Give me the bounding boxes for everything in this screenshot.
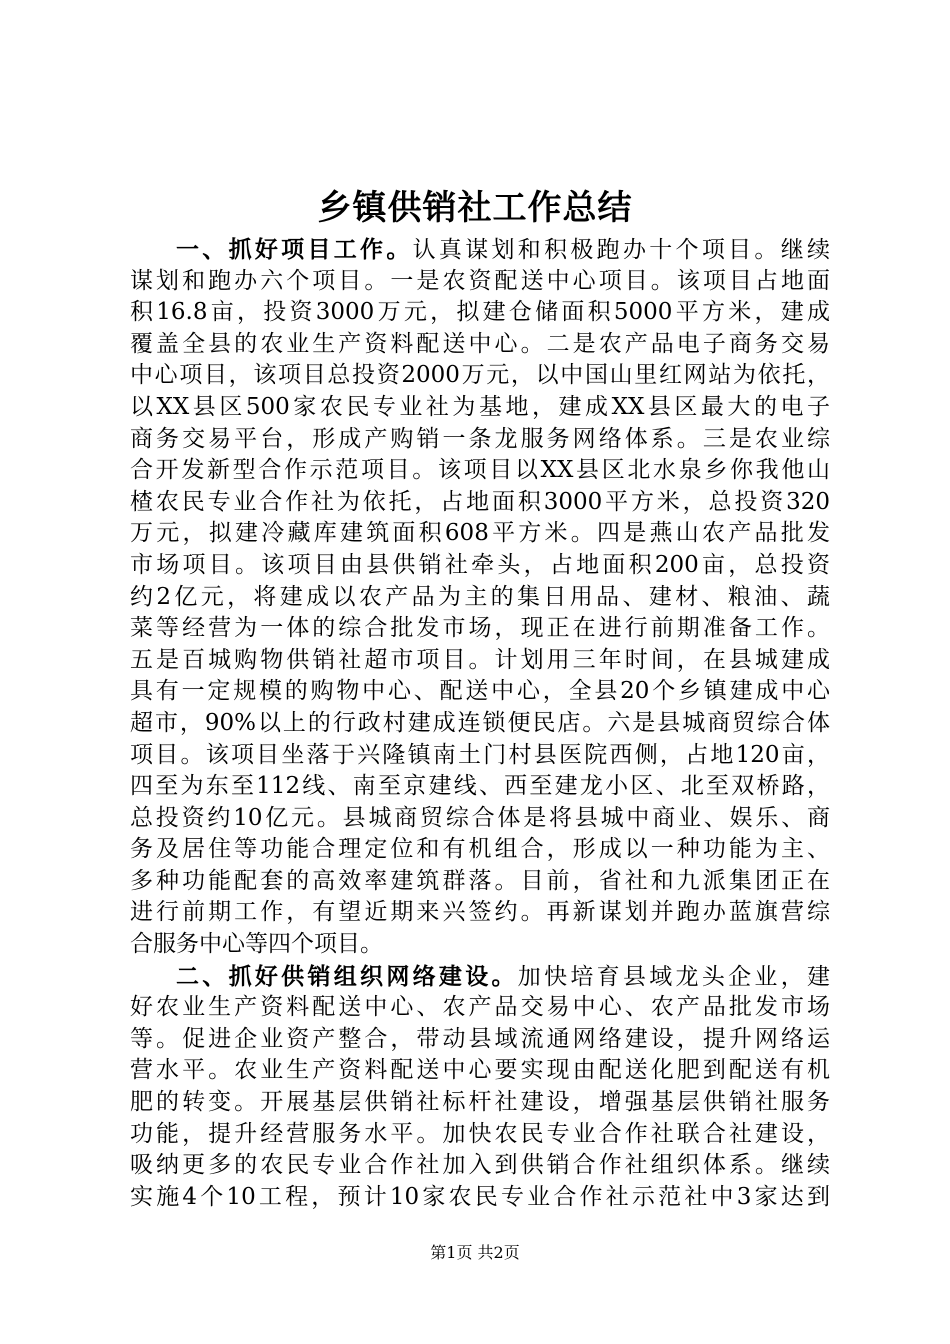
paragraph-network xyxy=(130,961,830,1214)
text-line xyxy=(130,771,830,803)
text-line xyxy=(130,360,830,392)
line-text: 多种功能配套的高效率建筑群落。目前，省社和九派集团正在 xyxy=(130,867,830,894)
line-text: 四至为东至112线、南至京建线、西至建龙小区、北至双桥路， xyxy=(130,773,830,800)
line-text: 积16.8亩，投资3000万元，拟建仓储面积5000平方米，建成 xyxy=(130,299,830,326)
line-text: 覆盖全县的农业生产资料配送中心。二是农产品电子商务交易 xyxy=(130,330,830,357)
line-text: 等。促进企业资产整合，带动县域流通网络建设，提升网络运 xyxy=(130,1025,830,1052)
text-line xyxy=(130,424,830,456)
text-line xyxy=(130,266,830,298)
text-line xyxy=(130,1119,830,1151)
text-line xyxy=(130,645,830,677)
line-text: 菜等经营为一体的综合批发市场，现正在进行前期准备工作。 xyxy=(130,615,830,642)
text-line xyxy=(130,487,830,519)
line-text: 合开发新型合作示范项目。该项目以XX县区北水泉乡你我他山 xyxy=(130,457,830,484)
line-text: 中心项目，该项目总投资2000万元，以中国山里红网站为依托， xyxy=(130,362,830,389)
text-line xyxy=(130,961,830,993)
text-line xyxy=(130,613,830,645)
text-line xyxy=(130,1087,830,1119)
line-text: 商务交易平台，形成产购销一条龙服务网络体系。三是农业综 xyxy=(130,425,830,452)
document-body xyxy=(130,234,830,1213)
text-line xyxy=(130,929,830,961)
text-line xyxy=(130,582,830,614)
line-text: 约2亿元，将建成以农产品为主的集日用品、建材、粮油、蔬 xyxy=(130,583,830,610)
line-text: 五是百城购物供销社超市项目。计划用三年时间，在县城建成 xyxy=(130,646,830,673)
line-text: 具有一定规模的购物中心、配送中心，全县20个乡镇建成中心 xyxy=(130,678,830,705)
line-text: 好农业生产资料配送中心、农产品交易中心、农产品批发市场 xyxy=(130,994,830,1021)
section-heading: 二、抓好供销组织网络建设。 xyxy=(176,962,518,990)
line-text: 万元，拟建冷藏库建筑面积608平方米。四是燕山农产品批发 xyxy=(130,520,830,547)
line-text: 加快培育县域龙头企业，建 xyxy=(517,963,830,990)
page-number: 第1页 共2页 xyxy=(430,1243,520,1262)
line-text: 合服务中心等四个项目。 xyxy=(130,931,383,958)
text-line xyxy=(130,1024,830,1056)
line-text: 吸纳更多的农民专业合作社加入到供销合作社组织体系。继续 xyxy=(130,1152,830,1179)
line-text: 进行前期工作，有望近期来兴签约。再新谋划并跑办蓝旗营综 xyxy=(130,899,830,926)
document-title: 乡镇供销社工作总结 xyxy=(317,188,633,228)
text-line xyxy=(130,455,830,487)
text-line xyxy=(130,740,830,772)
text-line xyxy=(130,1182,830,1214)
text-line xyxy=(130,550,830,582)
line-text: 项目。该项目坐落于兴隆镇南土门村县医院西侧，占地120亩， xyxy=(130,741,830,768)
text-line xyxy=(130,518,830,550)
text-line xyxy=(130,1150,830,1182)
line-text: 谋划和跑办六个项目。一是农资配送中心项目。该项目占地面 xyxy=(130,267,830,294)
line-text: 超市，90%以上的行政村建成连锁便民店。六是县城商贸综合体 xyxy=(130,709,830,736)
line-text: 营水平。农业生产资料配送中心要实现由配送化肥到配送有机 xyxy=(130,1057,830,1084)
section-heading: 一、抓好项目工作。 xyxy=(176,236,413,263)
line-text: 市场项目。该项目由县供销社牵头，占地面积200亩，总投资 xyxy=(130,551,830,578)
line-text: 总投资约10亿元。县城商贸综合体是将县城中商业、娱乐、商 xyxy=(130,804,830,831)
text-line xyxy=(130,992,830,1024)
text-line xyxy=(130,676,830,708)
text-line xyxy=(130,803,830,835)
text-line xyxy=(130,834,830,866)
text-line xyxy=(130,1055,830,1087)
paragraph-projects xyxy=(130,234,830,961)
line-text: 楂农民专业合作社为依托，占地面积3000平方米，总投资320 xyxy=(130,488,830,515)
line-text: 实施4个10工程，预计10家农民专业合作社示范社中3家达到 xyxy=(130,1183,830,1210)
text-line xyxy=(130,897,830,929)
text-line xyxy=(130,866,830,898)
line-text: 肥的转变。开展基层供销社标杆社建设，增强基层供销社服务 xyxy=(130,1089,830,1116)
text-line xyxy=(130,708,830,740)
line-text: 以XX县区500家农民专业社为基地，建成XX县区最大的电子 xyxy=(130,393,830,420)
text-line xyxy=(130,392,830,424)
line-text: 功能，提升经营服务水平。加快农民专业合作社联合社建设， xyxy=(130,1120,830,1147)
line-text: 务及居住等功能合理定位和有机组合，形成以一种功能为主、 xyxy=(130,836,830,863)
text-line xyxy=(130,329,830,361)
text-line xyxy=(130,297,830,329)
text-line xyxy=(130,234,830,266)
line-text: 认真谋划和积极跑办十个项目。继续 xyxy=(412,237,830,263)
